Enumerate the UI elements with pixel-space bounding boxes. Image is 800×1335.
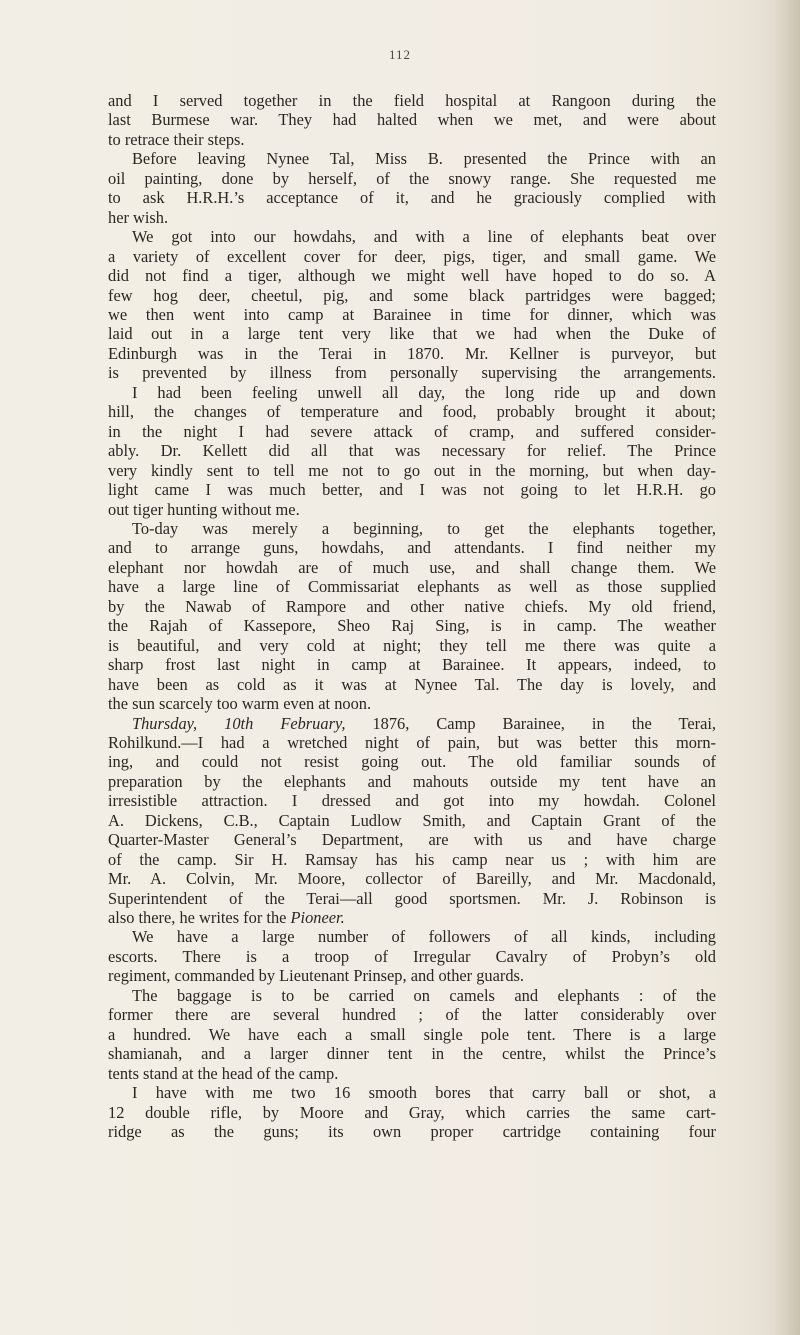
- text-run: I had been feeling unwell all day, the long ride up and down: [132, 382, 716, 402]
- text-line: [108, 344, 716, 363]
- text-run: oil painting, done by herself, of the snowy range. She requested me: [108, 168, 716, 188]
- text-line: [108, 1083, 716, 1102]
- text-run: ing, and could not resist going out. The old familiar sounds of: [108, 752, 716, 772]
- text-line: [108, 1025, 716, 1044]
- text-line: [108, 811, 716, 830]
- text-run: a variety of excellent cover for deer, pigs, tiger, and small game. We: [108, 246, 716, 266]
- text-run: escorts. There is a troop of Irregular Cavalry of Probyn’s old: [108, 946, 716, 966]
- text-run: Quarter-Master General’s Department, are with us and have charge: [108, 830, 716, 850]
- text-line: [108, 558, 716, 577]
- text-line: [108, 286, 716, 305]
- text-run: tents stand at the head of the camp.: [108, 1063, 339, 1083]
- text-run: We got into our howdahs, and with a line of elephants beat over: [132, 227, 716, 247]
- text-line: [108, 1005, 716, 1024]
- text-run: former there are several hundred ; of the latter considerably over: [108, 1005, 716, 1025]
- text-run: the Rajah of Kassepore, Sheo Raj Sing, is in camp. The weather: [108, 616, 716, 636]
- text-line: [108, 752, 716, 771]
- text-run: have been as cold as it was at Nynee Tal. The day is lovely, and: [108, 674, 716, 694]
- text-line: [108, 850, 716, 869]
- text-line: [108, 577, 716, 596]
- text-run: also there, he writes for the: [108, 908, 291, 928]
- body-text: [108, 91, 716, 1141]
- text-run: preparation by the elephants and mahouts outside my tent have an: [108, 771, 716, 791]
- text-line: [108, 714, 716, 733]
- text-run: in the night I had severe attack of cramp, and suffered consider-: [108, 421, 716, 441]
- text-line: [108, 733, 716, 752]
- text-line: [108, 500, 716, 519]
- italic-text: Pioneer.: [290, 908, 345, 928]
- text-run: ably. Dr. Kellett did all that was necessary for relief. The Prince: [108, 441, 716, 461]
- text-run: Mr. A. Colvin, Mr. Moore, collector of Bareilly, and Mr. Macdonald,: [108, 869, 716, 889]
- text-line: [108, 188, 716, 207]
- text-line: [108, 869, 716, 888]
- text-line: [108, 441, 716, 460]
- text-line: [108, 363, 716, 382]
- text-line: [108, 130, 716, 149]
- text-line: [108, 908, 716, 927]
- text-line: [108, 91, 716, 110]
- text-line: [108, 110, 716, 129]
- text-run: To-day was merely a beginning, to get the elephants together,: [132, 518, 716, 538]
- text-line: [108, 655, 716, 674]
- text-run: irresistible attraction. I dressed and got into my howdah. Colonel: [108, 791, 716, 811]
- text-run: to retrace their steps.: [108, 129, 245, 149]
- text-line: [108, 247, 716, 266]
- text-line: [108, 1064, 716, 1083]
- text-line: [108, 791, 716, 810]
- text-line: [108, 675, 716, 694]
- text-run: the sun scarcely too warm even at noon.: [108, 694, 372, 714]
- text-run: a hundred. We have each a small single pole tent. There is a large: [108, 1024, 716, 1044]
- text-line: [108, 830, 716, 849]
- text-line: [108, 402, 716, 421]
- text-run: is beautiful, and very cold at night; they tell me there was quite a: [108, 635, 716, 655]
- page-edge-shadow: [774, 0, 800, 1335]
- text-run: few hog deer, cheetul, pig, and some black partridges were bagged;: [108, 285, 716, 305]
- text-run: sharp frost last night in camp at Barainee. It appears, indeed, to: [108, 655, 716, 675]
- text-line: [108, 480, 716, 499]
- text-run: we then went into camp at Barainee in time for dinner, which was: [108, 304, 716, 324]
- text-run: and to arrange guns, howdahs, and attendants. I find neither my: [108, 538, 716, 558]
- text-run: ridge as the guns; its own proper cartridge containing four: [108, 1122, 716, 1142]
- text-run: Superintendent of the Terai—all good sportsmen. Mr. J. Robinson is: [108, 888, 716, 908]
- text-run: elephant nor howdah are of much use, and shall change them. We: [108, 557, 716, 577]
- text-line: [108, 947, 716, 966]
- text-run: Edinburgh was in the Terai in 1870. Mr. Kellner is purveyor, but: [108, 343, 716, 363]
- text-line: [108, 772, 716, 791]
- text-line: [108, 538, 716, 557]
- text-line: [108, 324, 716, 343]
- text-run: have a large line of Commissariat elephants as well as those supplied: [108, 577, 716, 597]
- text-line: [108, 305, 716, 324]
- text-line: [108, 208, 716, 227]
- text-run: I have with me two 16 smooth bores that carry ball or shot, a: [132, 1083, 716, 1103]
- text-run: and I served together in the field hospital at Rangoon during the: [108, 91, 716, 110]
- text-run: very kindly sent to tell me not to go out in the morning, but when day-: [108, 460, 716, 480]
- text-line: [108, 1122, 716, 1141]
- text-line: [108, 169, 716, 188]
- text-line: [108, 461, 716, 480]
- text-run: regiment, commanded by Lieutenant Prinsep, and other guards.: [108, 966, 525, 986]
- text-run: Before leaving Nynee Tal, Miss B. presented the Prince with an: [132, 149, 716, 169]
- text-line: [108, 383, 716, 402]
- text-line: [108, 986, 716, 1005]
- text-run: Rohilkund.—I had a wretched night of pain, but was better this morn-: [108, 732, 716, 752]
- text-run: did not find a tiger, although we might well have hoped to do so. A: [108, 266, 716, 286]
- text-line: [108, 266, 716, 285]
- text-run: laid out in a large tent very like that we had when the Duke of: [108, 324, 716, 344]
- text-run: is prevented by illness from personally supervising the arrangements.: [108, 363, 716, 383]
- text-line: [108, 1103, 716, 1122]
- italic-text: Thursday, 10th February,: [132, 713, 346, 733]
- text-run: last Burmese war. They had halted when we met, and were about: [108, 110, 716, 130]
- text-line: [108, 519, 716, 538]
- text-run: her wish.: [108, 207, 169, 227]
- text-run: 1876, Camp Barainee, in the Terai,: [345, 713, 716, 733]
- text-run: 12 double rifle, by Moore and Gray, which carries the same cart-: [108, 1102, 716, 1122]
- text-run: hill, the changes of temperature and food, probably brought it about;: [108, 402, 716, 422]
- text-line: [108, 889, 716, 908]
- page-number: 112: [388, 47, 412, 62]
- text-run: light came I was much better, and I was not going to let H.R.H. go: [108, 480, 716, 500]
- text-line: [108, 616, 716, 635]
- text-run: We have a large number of followers of all kinds, including: [132, 927, 716, 947]
- text-line: [108, 1044, 716, 1063]
- text-line: [108, 422, 716, 441]
- text-line: [108, 227, 716, 246]
- text-run: by the Nawab of Rampore and other native chiefs. My old friend,: [108, 596, 716, 616]
- text-line: [108, 636, 716, 655]
- text-line: [108, 927, 716, 946]
- text-line: [108, 966, 716, 985]
- text-run: to ask H.R.H.’s acceptance of it, and he graciously complied with: [108, 188, 716, 208]
- text-line: [108, 597, 716, 616]
- text-run: A. Dickens, C.B., Captain Ludlow Smith, and Captain Grant of the: [108, 810, 716, 830]
- text-run: shamianah, and a larger dinner tent in the centre, whilst the Prince’s: [108, 1044, 716, 1064]
- text-run: of the camp. Sir H. Ramsay has his camp near us ; with him are: [108, 849, 716, 869]
- text-run: out tiger hunting without me.: [108, 499, 300, 519]
- text-run: The baggage is to be carried on camels and elephants : of the: [132, 985, 716, 1005]
- text-line: [108, 694, 716, 713]
- text-line: [108, 149, 716, 168]
